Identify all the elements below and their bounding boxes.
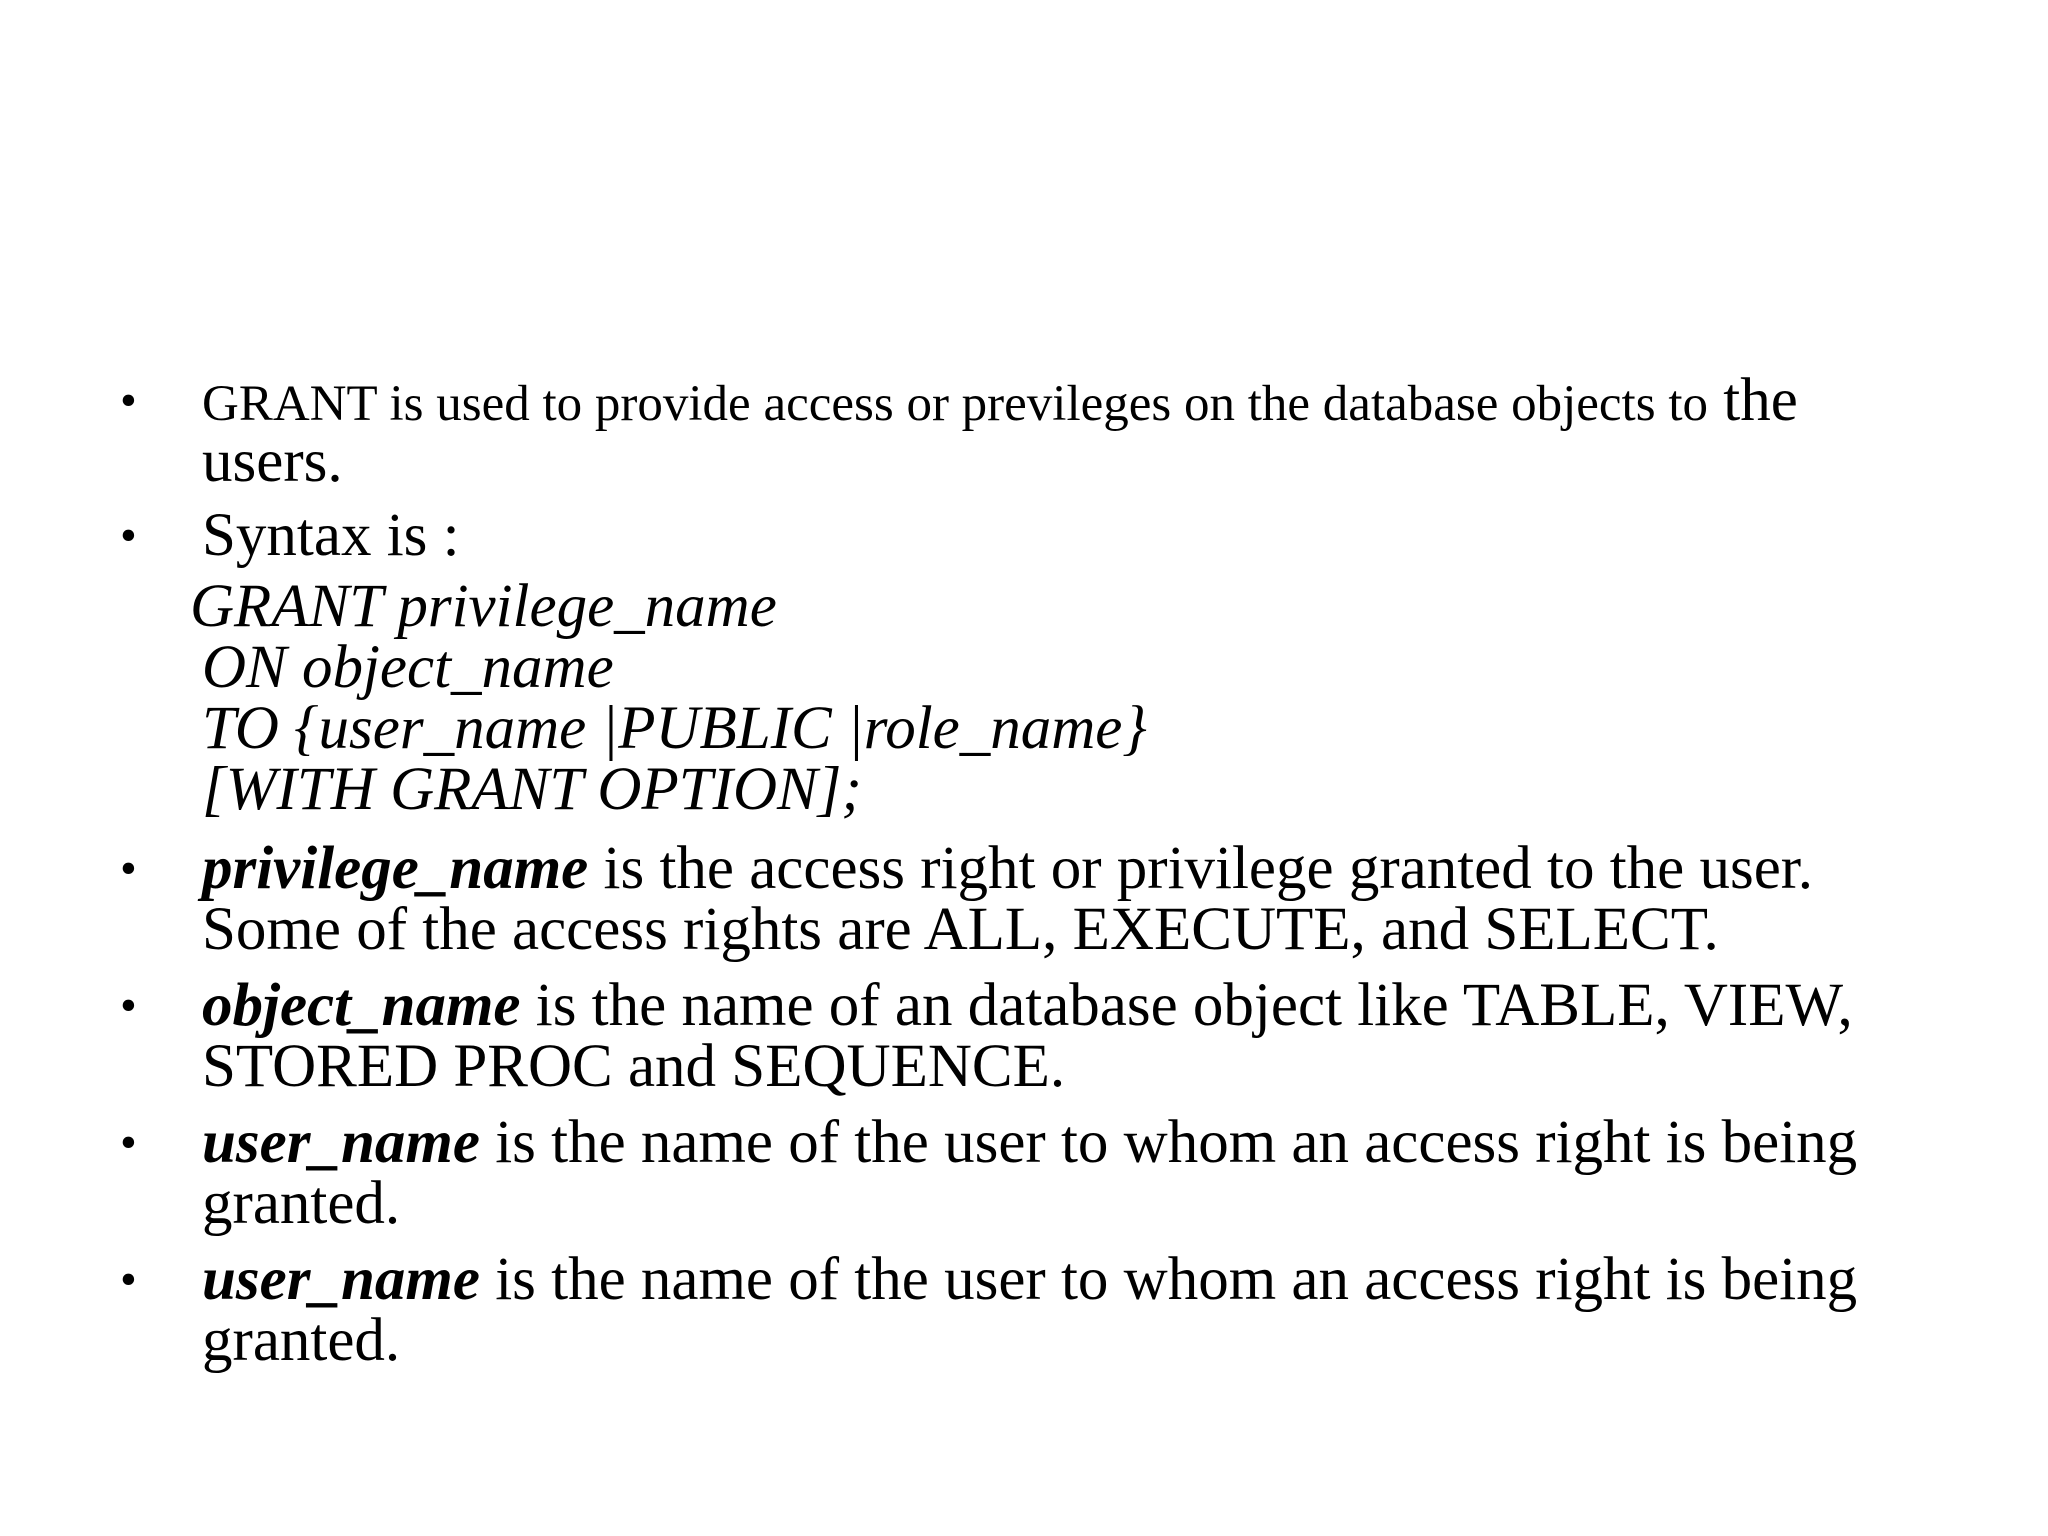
bullet-marker: • [120, 1253, 137, 1306]
bullet-marker: • [120, 1116, 137, 1169]
term-label: user_name [202, 1109, 480, 1176]
bullet-text-tail: the [1723, 367, 1798, 434]
bullet-text-line: is the access right or privilege granted to the user. [588, 835, 1813, 902]
syntax-code-block [190, 573, 1147, 823]
bullet-text-line: is the name of the user to whom an access right is being [479, 1246, 1858, 1313]
bullet-marker: • [120, 509, 137, 562]
bullet-text-line: is the name of an database object like TABLE, VIEW, [520, 972, 1853, 1039]
bullet-text-line: Some of the access rights are ALL, EXECUTE, and SELECT. [202, 896, 1719, 963]
bullet-text-line: GRANT is used to provide access or previleges on the database objects to [202, 376, 1708, 432]
bullet-text-line: Syntax is : [202, 502, 460, 569]
term-label: privilege_name [202, 835, 589, 902]
syntax-line: GRANT privilege_name [190, 573, 777, 640]
syntax-line: [WITH GRANT OPTION]; [202, 756, 862, 823]
term-label: user_name [202, 1246, 480, 1313]
syntax-line: TO {user_name |PUBLIC |role_name} [202, 695, 1147, 762]
bullet-text-line: users. [202, 428, 343, 495]
term-label: object_name [202, 972, 521, 1039]
bullet-text-line: STORED PROC and SEQUENCE. [202, 1033, 1066, 1100]
bullet-text-line: is the name of the user to whom an access right is being [479, 1109, 1858, 1176]
bullet-text-line: granted. [202, 1170, 401, 1237]
bullet-marker: • [120, 979, 137, 1032]
bullet-text-line: granted. [202, 1307, 401, 1374]
bullet-marker: • [120, 374, 137, 427]
bullet-marker: • [120, 842, 137, 895]
syntax-line: ON object_name [202, 634, 614, 701]
